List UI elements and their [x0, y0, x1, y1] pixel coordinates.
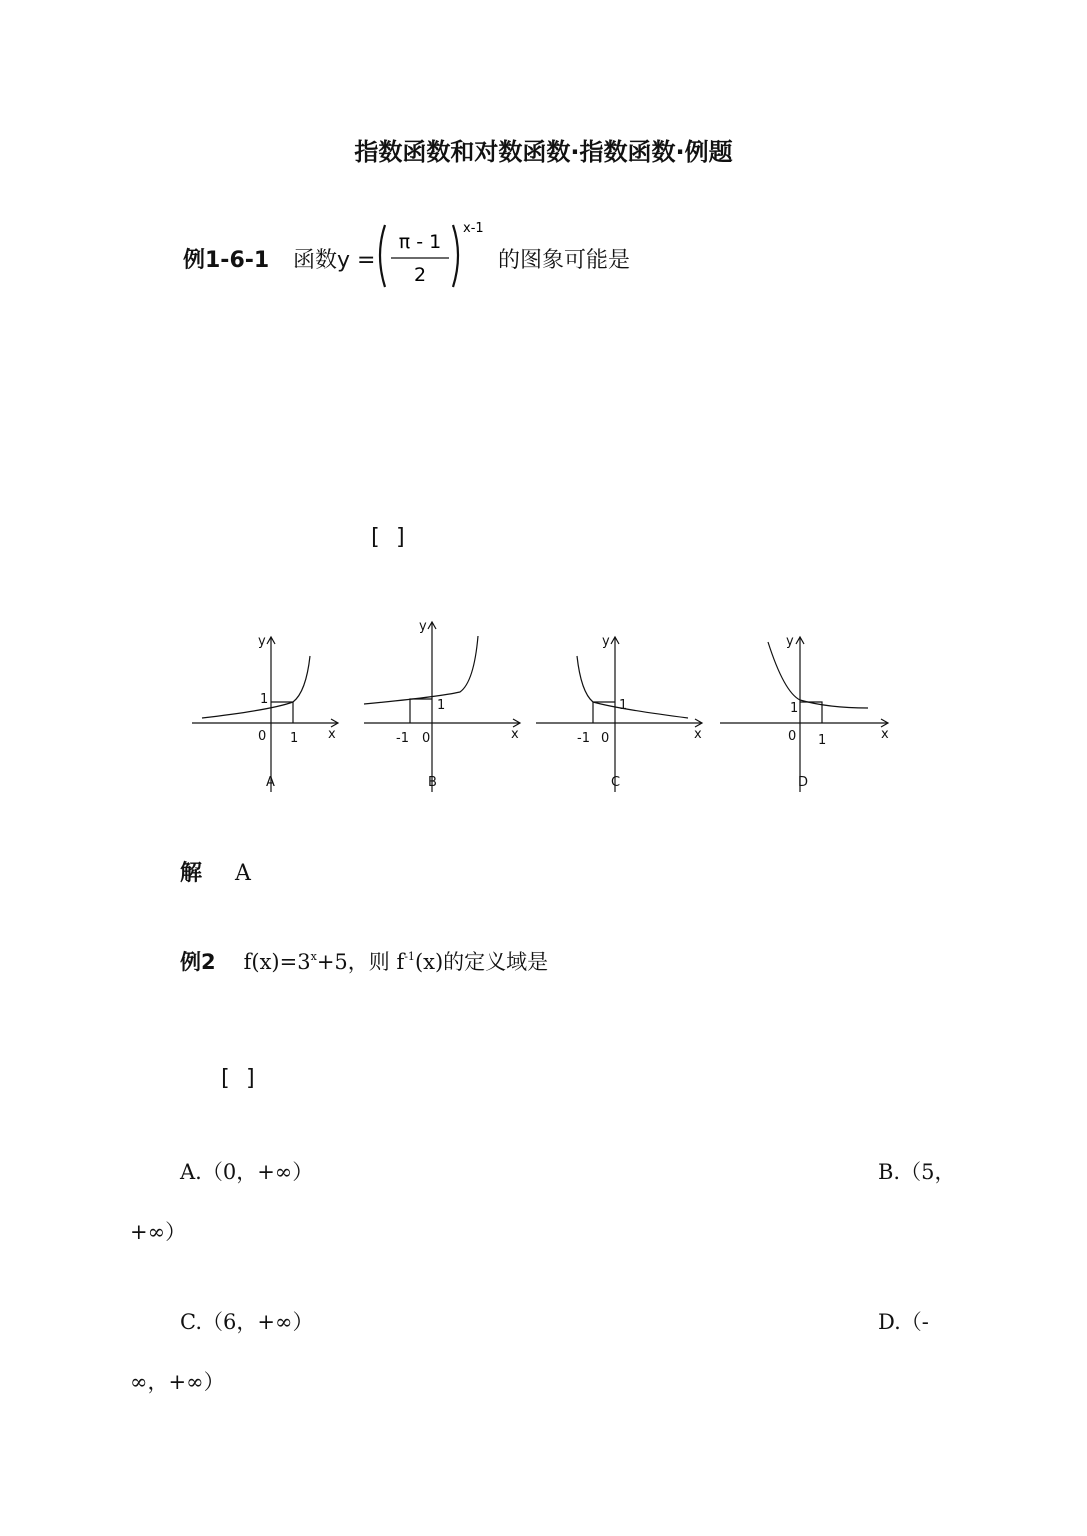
graph-c-letter: C — [611, 775, 621, 790]
example-1-suffix: 的图象可能是 — [498, 248, 631, 273]
solution-label: 解 — [180, 861, 203, 886]
example-2-sup1: x — [310, 950, 317, 963]
graph-b-origin: 0 — [422, 731, 431, 746]
solution — [180, 856, 251, 887]
graph-c-tick-x: -1 — [577, 731, 590, 746]
page-title: 指数函数和对数函数·指数函数·例题 — [354, 138, 733, 166]
graph-c-tick-y: 1 — [619, 698, 628, 713]
graph-b-y-label: y — [419, 619, 427, 634]
option-b-line2: +∞） — [130, 1220, 187, 1244]
example-2-q2: +5，则 f — [316, 950, 405, 974]
example-2-answer-bracket: [ ] — [218, 1066, 258, 1091]
example-2 — [180, 946, 548, 976]
graph-a-tick-x: 1 — [290, 731, 299, 746]
graph-d-tick-y: 1 — [790, 701, 799, 716]
graph-b-tick-x: -1 — [396, 731, 409, 746]
example-1-formula — [373, 215, 493, 295]
formula-numerator: π - 1 — [398, 231, 442, 253]
graph-a-x-label: x — [328, 727, 336, 742]
graph-options — [188, 612, 898, 797]
solution-answer: A — [235, 861, 251, 886]
graph-b-letter: B — [428, 775, 437, 790]
example-2-q1: f(x)=3 — [243, 950, 311, 974]
option-c: C.（6，+∞） — [180, 1310, 314, 1334]
option-b-line1: B.（5， — [878, 1160, 956, 1184]
formula-denominator: 2 — [413, 264, 427, 286]
graph-d-y-label: y — [786, 634, 794, 649]
graph-c-x-label: x — [694, 727, 702, 742]
option-a: A.（0，+∞） — [180, 1160, 314, 1184]
graph-c-y-label: y — [602, 634, 610, 649]
graph-d-origin: 0 — [788, 729, 797, 744]
graph-d-tick-x: 1 — [818, 733, 827, 748]
graph-a-y-label: y — [258, 634, 266, 649]
graph-b-x-label: x — [511, 727, 519, 742]
graph-b-tick-y: 1 — [437, 698, 446, 713]
example-1-answer-bracket: [ ] — [368, 525, 408, 550]
graph-a-tick-y: 1 — [260, 692, 269, 707]
option-d-line2: ∞，+∞） — [130, 1370, 225, 1394]
option-d-line1: D.（- — [878, 1310, 929, 1334]
formula-exponent: x-1 — [463, 221, 484, 236]
graph-a-origin: 0 — [258, 729, 267, 744]
example-2-label: 例2 — [180, 950, 216, 974]
graph-a-letter: A — [266, 775, 275, 790]
example-1-prefix: 函数y = — [293, 248, 376, 273]
example-1-label: 例1-6-1 — [183, 248, 270, 273]
example-2-q3: (x)的定义域是 — [414, 950, 549, 974]
example-2-sup2: -1 — [404, 950, 415, 963]
graph-d-letter: D — [798, 775, 809, 790]
graph-c-origin: 0 — [601, 731, 610, 746]
graph-d-x-label: x — [881, 727, 889, 742]
